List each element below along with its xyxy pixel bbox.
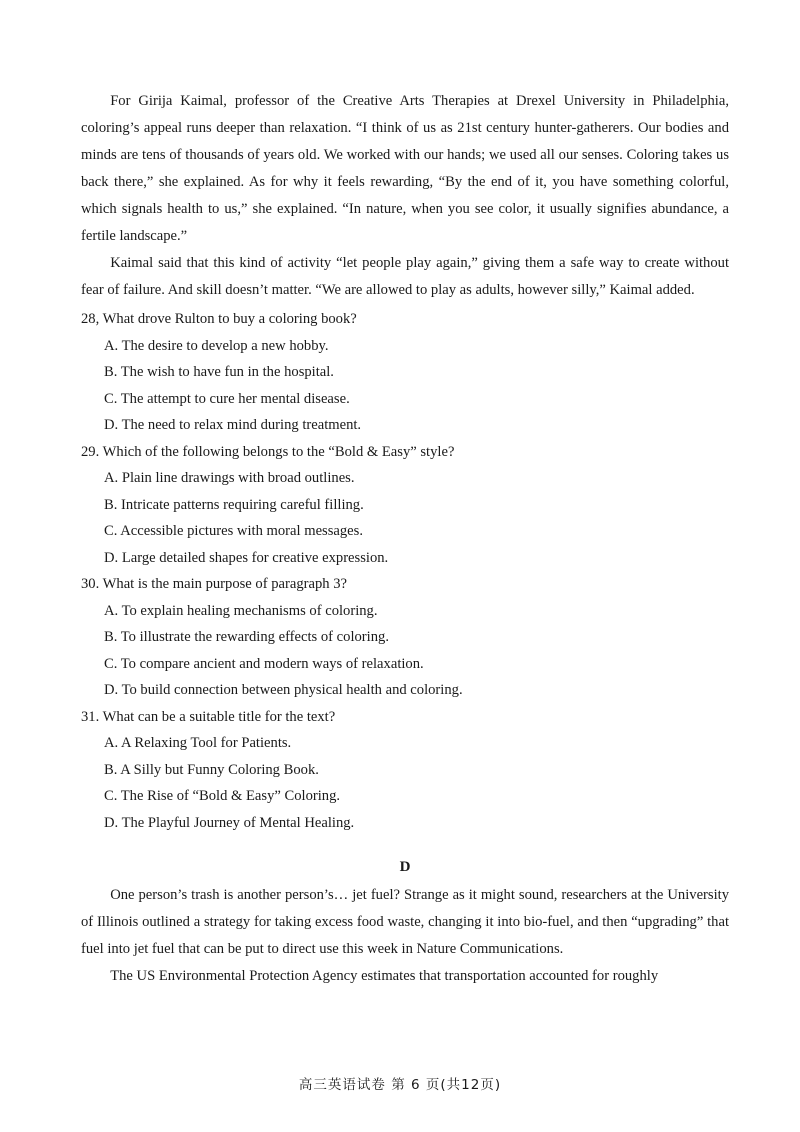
answer-option-d: D. The need to relax mind during treatment.	[104, 417, 362, 433]
question-stem: 31. What can be a suitable title for the text?	[81, 708, 336, 725]
page-footer: 高三英语试卷 第 6 页(共12页)	[298, 1077, 502, 1093]
passage-d-paragraph: The US Environmental Protection Agency estimates that transportation accounted for roughly	[110, 968, 659, 984]
answer-option-d: D. Large detailed shapes for creative expression.	[104, 549, 389, 566]
passage-c-paragraph: For Girija Kaimal, professor of the Creative Arts Therapies at Drexel University in Philadelphia, coloring’s appeal runs deeper than relaxation. “I think of us as 21st century hunter-gatherers. Our bodies and minds are tens of thousands of years old. We worked with our hands; we used all our senses. Coloring takes us back there,” she explained. As for why it feels rewarding, “By the end of it, you have something colorful, which signals health to us,” she explained. “In nature, when you see color, it usually signifies abundance, a fertile landscape.”	[81, 93, 729, 244]
section-heading: D	[399, 859, 411, 875]
answer-option-a: A. The desire to develop a new hobby.	[104, 337, 329, 354]
answer-option-b: B. To illustrate the rewarding effects of coloring.	[104, 629, 389, 645]
answer-option-a: A. Plain line drawings with broad outlines.	[104, 470, 355, 486]
answer-option-b: B. Intricate patterns requiring careful filling.	[104, 496, 364, 513]
answer-option-a: A. A Relaxing Tool for Patients.	[104, 735, 292, 751]
question-stem: 30. What is the main purpose of paragraph 3?	[81, 576, 347, 592]
answer-option-b: B. The wish to have fun in the hospital.	[104, 364, 334, 380]
question-stem: 29. Which of the following belongs to the “Bold & Easy” style?	[81, 443, 455, 460]
exam-page	[81, 88, 729, 990]
answer-option-a: A. To explain healing mechanisms of coloring.	[104, 602, 378, 619]
answer-option-c: C. The attempt to cure her mental disease.	[104, 390, 350, 407]
answer-option-d: D. To build connection between physical health and coloring.	[104, 682, 463, 698]
answer-option-b: B. A Silly but Funny Coloring Book.	[104, 761, 319, 778]
question-30	[81, 571, 729, 704]
question-28	[81, 306, 729, 439]
answer-option-c: C. Accessible pictures with moral messages.	[104, 523, 363, 539]
answer-option-c: C. The Rise of “Bold & Easy” Coloring.	[104, 788, 341, 804]
passage-d-paragraph: One person’s trash is another person’s… jet fuel? Strange as it might sound, researchers at the University of Illinois outlined a strategy for taking excess food waste, changing it into bio-fuel, and then “upgrading” that fuel into jet fuel that can be put to direct use this week in Nature Communications.	[81, 887, 729, 957]
question-29	[81, 439, 729, 572]
answer-option-d: D. The Playful Journey of Mental Healing.	[104, 814, 355, 831]
question-31	[81, 704, 729, 837]
question-stem: 28, What drove Rulton to buy a coloring book?	[81, 311, 357, 327]
passage-c-paragraph: Kaimal said that this kind of activity “let people play again,” giving them a safe way to create without fear of failure. And skill doesn’t matter. “We are allowed to play as adults, however silly,” Kaimal added.	[81, 255, 729, 298]
answer-option-c: C. To compare ancient and modern ways of relaxation.	[104, 655, 424, 672]
